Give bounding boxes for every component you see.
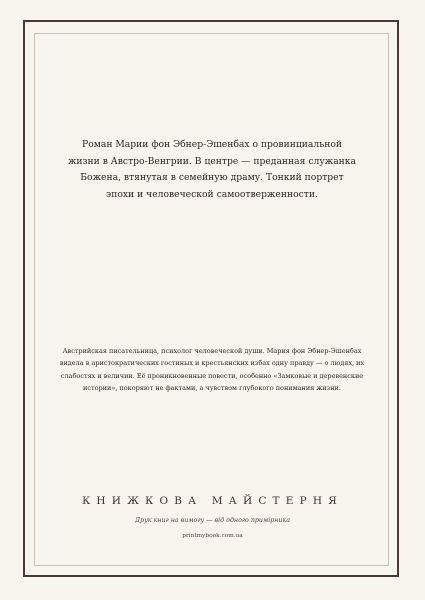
publisher-tagline: Друк книг на вимогу — від одного примірника bbox=[135, 517, 290, 524]
inner-frame bbox=[34, 33, 389, 566]
book-description: Роман Марии фон Эбнер-Эшенбах о провинциальной жизни в Австро-Венгрии. В центре — преданная служанка Божена, втянутая в семейную драму. Тонкий портрет эпохи и человеческой самоотверженности. bbox=[67, 139, 357, 200]
author-bio: Австрийская писательница, психолог человеческой души. Мария фон Эбнер-Эшенбах видела в аристократических гостиных и крестьянских избах одну правду — о людях, их слабостях и величии. Её проникновенные повести, особенно «Замковые и деревенские истории», покоряют не фактами, а чувством глубокого понимания жизни. bbox=[59, 347, 365, 393]
publisher-name: КНИЖКОВА МАЙСТЕРНЯ bbox=[82, 495, 343, 507]
publisher-url: printmybook.com.ua bbox=[182, 533, 243, 539]
